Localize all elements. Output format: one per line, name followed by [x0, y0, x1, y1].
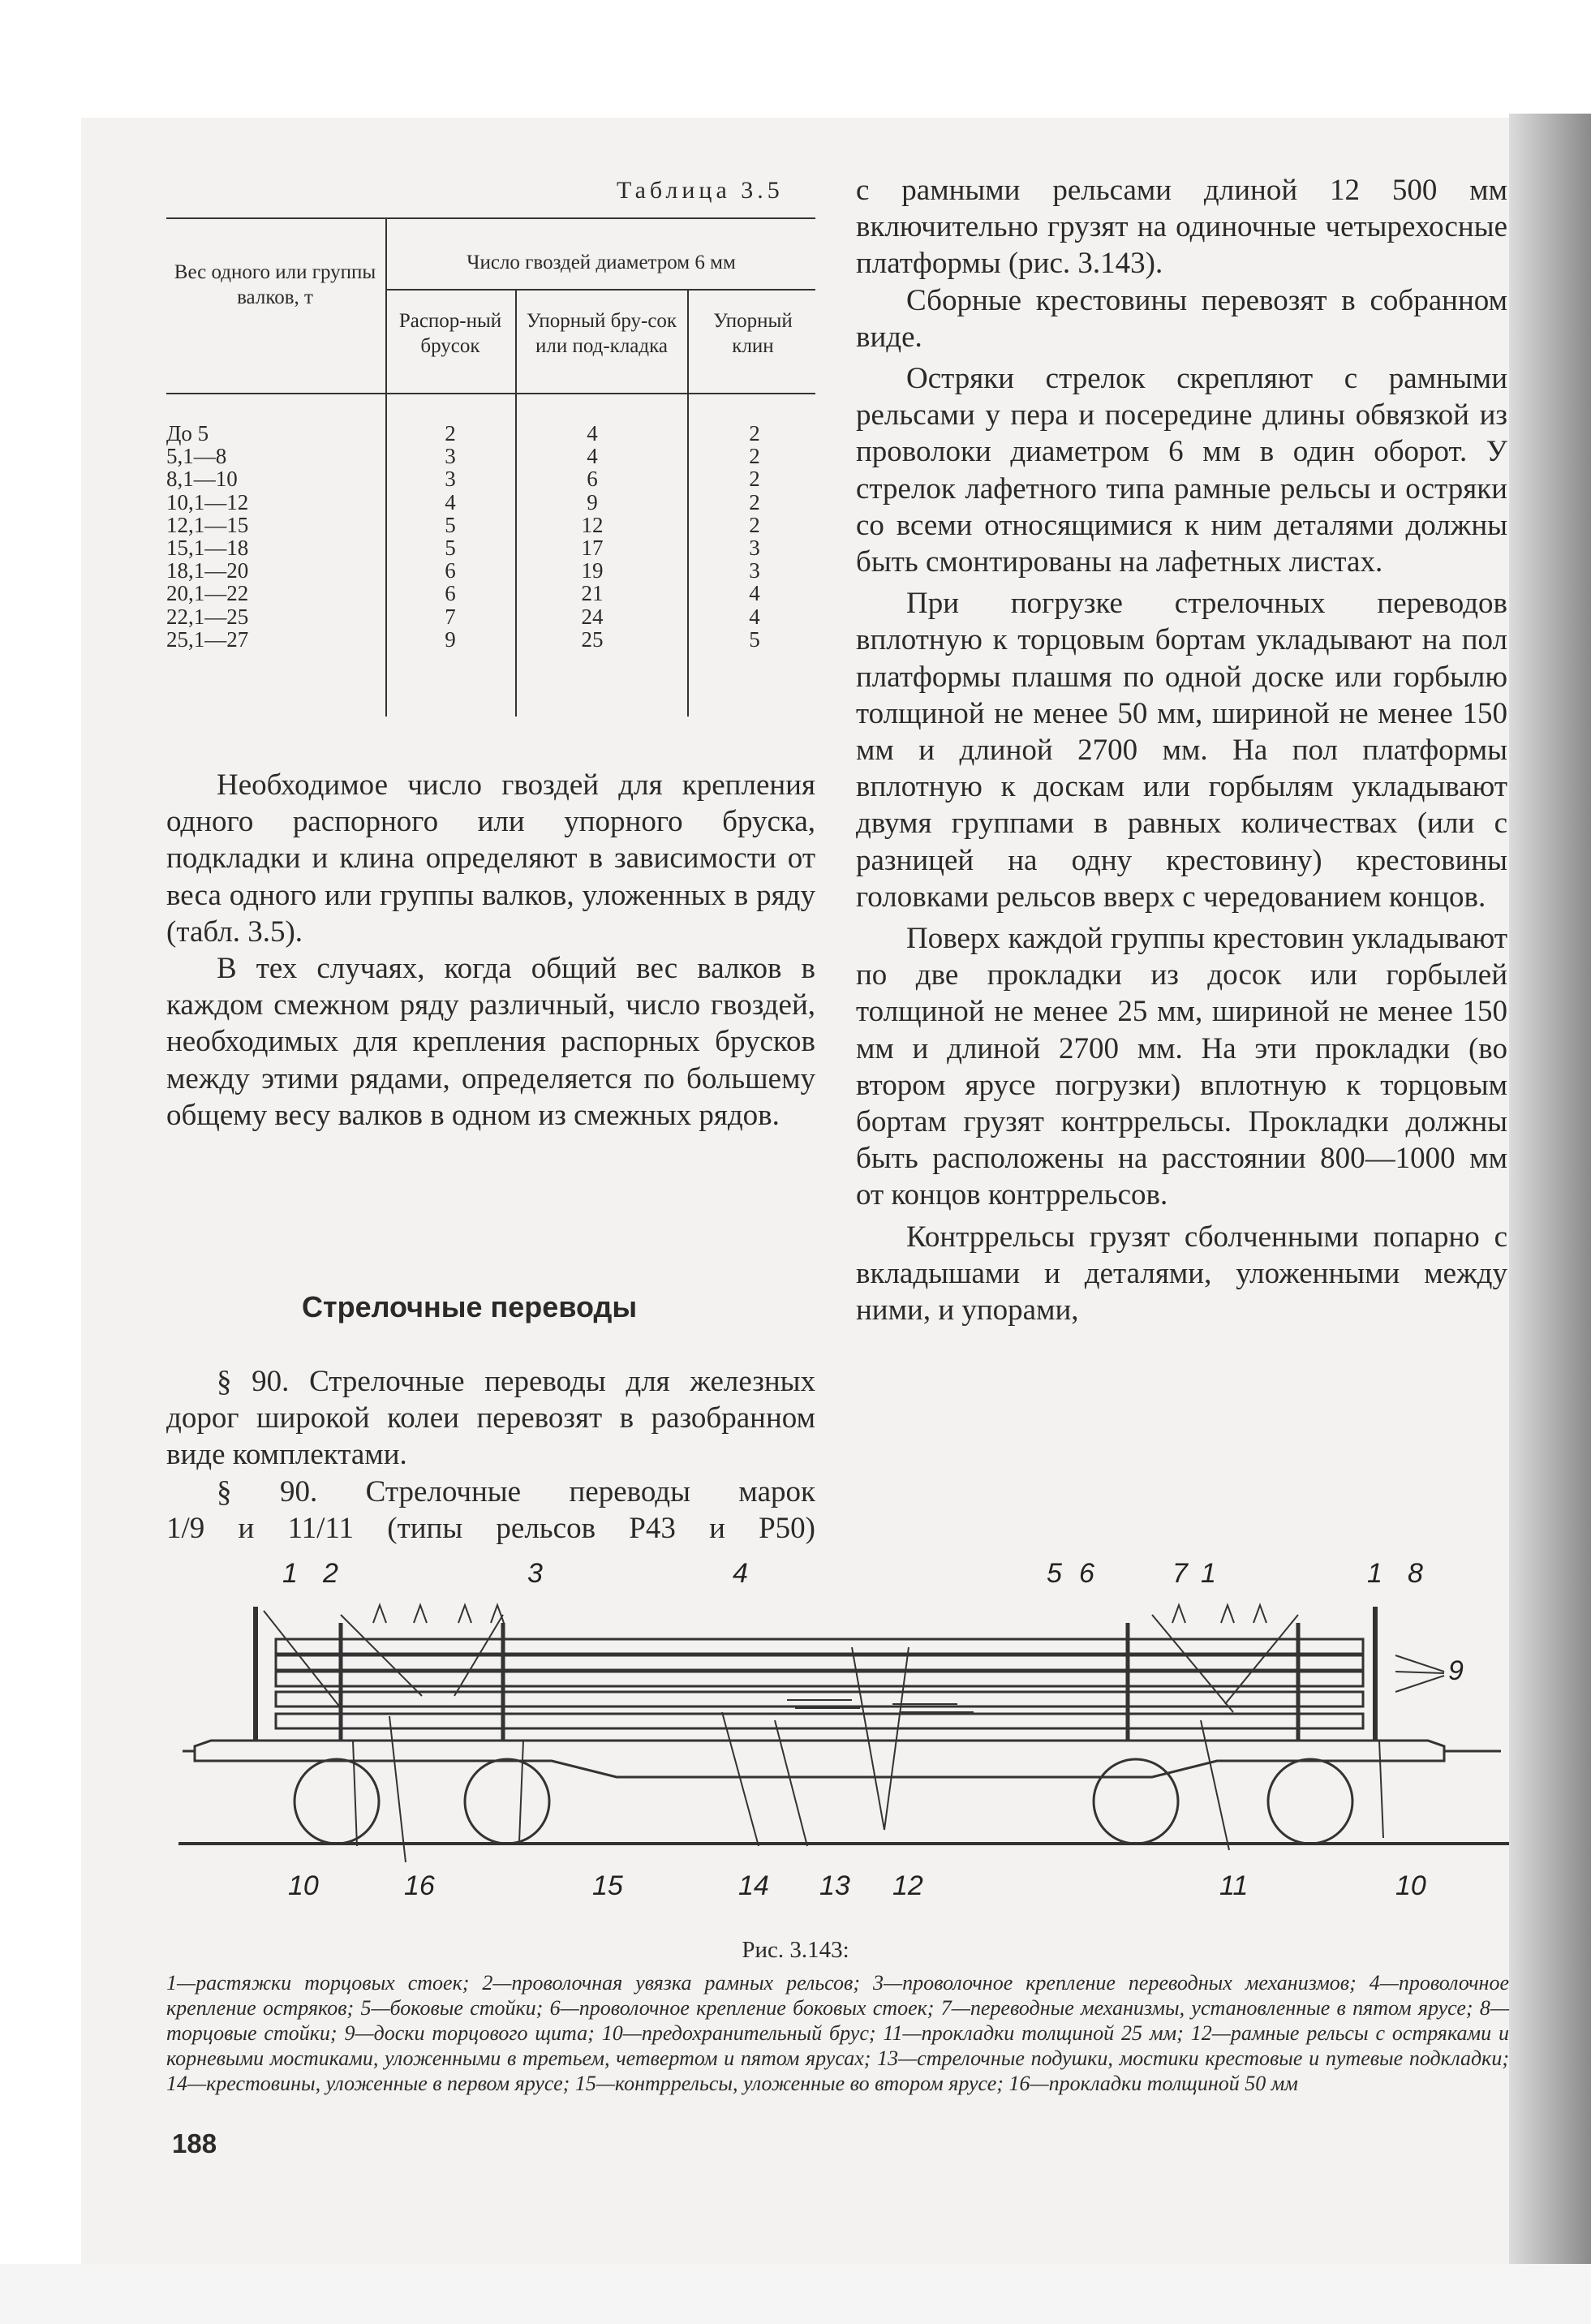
- paragraph: Контррельсы грузят сболченными попарно с вкладышами и деталями, уложенными между ними, и упорами,: [856, 1220, 1507, 1328]
- figure-caption-title: Рис. 3.143:: [742, 1937, 849, 1963]
- load-layer: [276, 1639, 1363, 1654]
- table-cell: 8,1—10: [166, 467, 238, 492]
- table-cell: 19: [581, 558, 604, 583]
- table-cell: 4: [445, 489, 456, 514]
- table-cell: 4: [587, 421, 598, 445]
- paragraph: Необходимое число гвоздей для крепления одного распорного или упорного бруска, подкладки и клина определяют в зависимости от веса одного или группы валков, уложенных в ряду (табл. 3.5).: [166, 768, 815, 949]
- page-number: 188: [172, 2128, 217, 2158]
- left-column-lower: [166, 1363, 815, 1547]
- table-cell: 5: [749, 626, 760, 652]
- load-layer: [276, 1655, 1363, 1670]
- table-cell: 2: [749, 467, 760, 492]
- table-cell: 3: [445, 467, 456, 492]
- table-cell: 5,1—8: [166, 444, 227, 469]
- label: 15: [592, 1870, 623, 1901]
- table-cell: 3: [445, 444, 456, 469]
- table-row: [166, 445, 815, 467]
- scan-margin: [0, 2264, 1591, 2324]
- paragraph: В тех случаях, когда общий вес валков в каждом смежном ряду различный, число гвоздей, необходимых для крепления распорных брусков между этими рядами, определяется по большему общему весу валков в одном из смежных рядов.: [166, 952, 815, 1132]
- table-row: [166, 536, 815, 559]
- table-cell: 2: [749, 489, 760, 514]
- label: 14: [738, 1870, 769, 1901]
- table-cell: 25: [581, 626, 604, 652]
- wire-ties: [1152, 1615, 1298, 1712]
- label: 6: [1079, 1558, 1094, 1589]
- label: 8: [1408, 1558, 1423, 1589]
- table-cell: 17: [581, 535, 604, 560]
- table-row: [166, 582, 815, 605]
- label: 1: [1201, 1558, 1216, 1589]
- table-cell: 4: [749, 604, 760, 629]
- table-cell: 2: [445, 421, 456, 445]
- label: 2: [323, 1558, 338, 1589]
- table-cell: 6: [445, 558, 456, 583]
- label: 7: [1172, 1558, 1188, 1589]
- table-cell: 3: [749, 558, 760, 583]
- table-cell: 12: [581, 512, 604, 537]
- table-cell: 20,1—22: [166, 581, 249, 606]
- table-row: [166, 605, 815, 628]
- table-row: [166, 491, 815, 514]
- header-wedge: Упорный клин: [713, 310, 793, 357]
- label: 1: [1367, 1558, 1382, 1589]
- table-cell: 2: [749, 512, 760, 537]
- paragraph: § 90. Стрелочные переводы для железных дорог широкой колеи перевозят в разобранном виде комплектами.: [166, 1365, 815, 1472]
- paragraph: Поверх каждой группы крестовин укладывают по две прокладки из досок или горбылей толщиной не менее 25 мм, шириной не менее 150 мм и длиной 2700 мм. На эти прокладки (во втором ярусе погрузки) вплотную к торцовым бортам грузят контррельсы. Прокладки должны быть расположены на расстоянии 800—1000 мм от концов контррельсов.: [856, 922, 1507, 1212]
- load-layer: [276, 1714, 1363, 1728]
- figure-caption: 1—растяжки торцовых стоек; 2—проволочная увязка рамных рельсов; 3—проволочное крепление переводных механизмов; 4—проволочное крепление остряков; 5—боковые стойки; 6—проволочное крепление боковых стоек; 7—переводные механизмы, установленные в пятом ярусе; 8—торцовые стойки; 9—доски торцового щита; 10—предохранительный брус; 11—прокладки толщиной 25 мм; 12—рамные рельсы с остряками и корневыми мостиками, уложенными в третьем, четвертом и пятом ярусах; 13—стрелочные подушки, мостики крестовые и путевые подкладки; 14—крестовины, уложенные в первом ярусе; 15—контррельсы, уложенные во втором ярусе; 16—прокладки толщиной 50 мм: [166, 1971, 1509, 2095]
- header-spacer: Распор-ный брусок: [398, 310, 502, 357]
- table-cell: 12,1—15: [166, 512, 249, 537]
- table-cell: 15,1—18: [166, 535, 249, 560]
- label-9: 9: [1448, 1655, 1464, 1686]
- table-cell: 9: [445, 626, 456, 652]
- right-column: [856, 172, 1507, 1328]
- paragraph: Остряки стрелок скрепляют с рамными рельсами у пера и посередине длины обвязкой из проволоки диаметром 6 мм в один оборот. У стрелок лафетного типа рамные рельсы и остряки со всеми относящимися к ним деталями должны быть смонтированы на лафетных листах.: [856, 362, 1507, 579]
- table-cell: До 5: [166, 421, 209, 445]
- table-row: [166, 422, 815, 445]
- header-weight: Вес одного или группы валков, т: [174, 261, 376, 308]
- label: 1: [282, 1558, 298, 1589]
- paragraph: с рамными рельсами длиной 12 500 мм включительно грузят на одиночные четырехосные платформы (рис. 3.143).: [856, 174, 1507, 281]
- label: 13: [819, 1870, 850, 1901]
- section-heading: Стрелочные переводы: [302, 1290, 638, 1323]
- table-cell: 24: [581, 604, 604, 629]
- table-row: [166, 467, 815, 490]
- table-cell: 2: [749, 421, 760, 445]
- wheel: [465, 1759, 549, 1844]
- label: 12: [892, 1870, 923, 1901]
- table-cell: 7: [445, 604, 456, 629]
- figure-3-143: [178, 1534, 1509, 1915]
- table-cell: 4: [587, 444, 598, 469]
- platform-loading-drawing: [178, 1534, 1509, 1915]
- table-cell: 22,1—25: [166, 604, 249, 629]
- wheel: [1268, 1759, 1352, 1844]
- table-cell: 5: [445, 512, 456, 537]
- table-body: [166, 422, 815, 651]
- table-cell: 25,1—27: [166, 626, 249, 652]
- table-row: [166, 514, 815, 536]
- switch-mechanisms: [373, 1605, 1266, 1623]
- wheel: [1094, 1759, 1178, 1844]
- table-cell: 6: [587, 467, 598, 492]
- table-cell: 3: [749, 535, 760, 560]
- label: 16: [404, 1870, 435, 1901]
- paragraph: § 90. Стрелочные переводы марок: [217, 1474, 815, 1508]
- wire-ties: [264, 1611, 503, 1708]
- label: 3: [527, 1558, 543, 1589]
- label: 5: [1047, 1558, 1062, 1589]
- table-cell: 18,1—20: [166, 558, 249, 583]
- table-cell: 21: [581, 581, 604, 606]
- label: 10: [1395, 1870, 1426, 1901]
- load-layer: [276, 1672, 1363, 1686]
- table-title: Таблица 3.5: [617, 177, 784, 204]
- table-cell: 5: [445, 535, 456, 560]
- label: 4: [733, 1558, 748, 1589]
- header-stop: Упорный бру-сок или под-кладка: [526, 310, 677, 357]
- page-edge-shadow: [1509, 114, 1591, 2324]
- table-cell: 10,1—12: [166, 489, 249, 514]
- label: 11: [1219, 1870, 1249, 1901]
- left-column-upper: [166, 767, 815, 1134]
- paragraph: 1/9 и 11/11 (типы рельсов Р43 и Р50): [166, 1511, 815, 1545]
- platform-frame: [195, 1741, 1444, 1777]
- paragraph: Сборные крестовины перевозят в собранном виде.: [856, 283, 1507, 354]
- paragraph: При погрузке стрелочных переводов вплотную к торцовым бортам укладывают на пол платформы плашмя по одной доске или горбылю толщиной не менее 50 мм, шириной не менее 150 мм и длиной 2700 мм. На пол платформы вплотную к доскам или горбылям укладывают двумя группами в равных количествах (или с разницей на одну крестовину) крестовины головками рельсов вверх с чередованием концов.: [856, 587, 1507, 914]
- wheel: [295, 1759, 379, 1844]
- header-nails: Число гвоздей диаметром 6 мм: [467, 252, 736, 273]
- table-cell: 9: [587, 489, 598, 514]
- table-row: [166, 559, 815, 582]
- leader-lines: [353, 1647, 1383, 1862]
- table-cell: 6: [445, 581, 456, 606]
- label: 10: [288, 1870, 319, 1901]
- table-cell: 2: [749, 444, 760, 469]
- table-row: [166, 628, 815, 651]
- leader-lines-9: [1395, 1655, 1444, 1692]
- table-cell: 4: [749, 581, 760, 606]
